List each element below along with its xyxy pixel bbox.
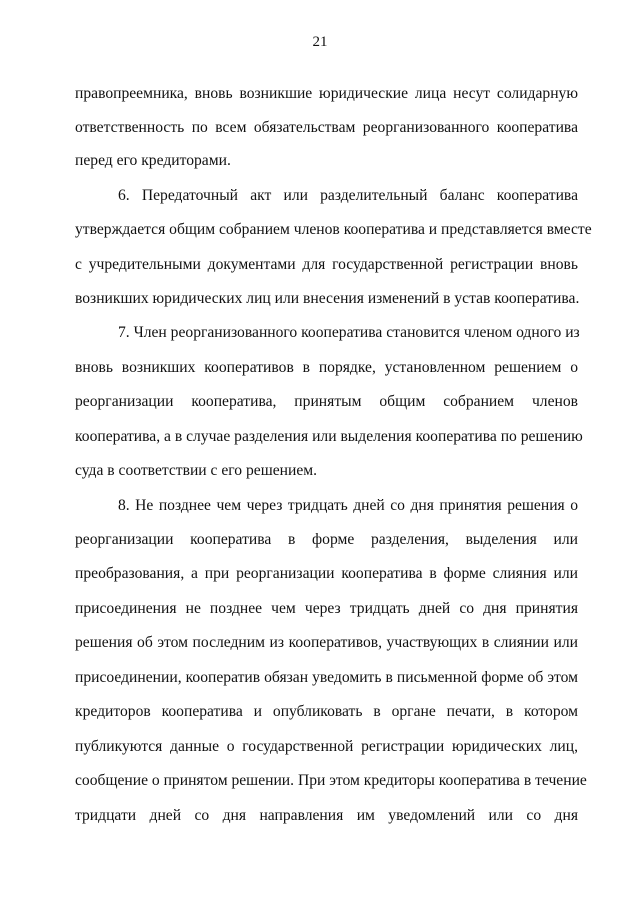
text-line: публикуются данные о государственной регистрации юридических лиц, xyxy=(75,738,578,755)
text-line: кредиторов кооператива и опубликовать в органе печати, в котором xyxy=(75,703,578,720)
page-number: 21 xyxy=(312,34,328,50)
text-line: ответственность по всем обязательствам реорганизованного кооператива xyxy=(75,119,578,136)
text-line: с учредительными документами для государственной регистрации вновь xyxy=(75,256,578,273)
paragraph-7-first-line: 7. Член реорганизованного кооператива становится членом одного из xyxy=(118,324,580,341)
text-line: сообщение о принятом решении. При этом кредиторы кооператива в течение xyxy=(75,772,587,789)
text-line: правопреемника, вновь возникшие юридические лица несут солидарную xyxy=(75,85,578,102)
text-line: присоединения не позднее чем через тридцать дней со дня принятия xyxy=(75,600,578,617)
text-line: вновь возникших кооперативов в порядке, установленном решением о xyxy=(75,359,578,376)
text-line: перед его кредиторами. xyxy=(75,152,231,169)
text-line: присоединении, кооператив обязан уведомить в письменной форме об этом xyxy=(75,669,578,686)
text-line: утверждается общим собранием членов кооператива и представляется вместе xyxy=(75,221,592,238)
text-line: решения об этом последним из кооперативов, участвующих в слиянии или xyxy=(75,634,578,651)
paragraph-6-first-line: 6. Передаточный акт или разделительный баланс кооператива xyxy=(118,187,578,204)
paragraph-8-first-line: 8. Не позднее чем через тридцать дней со дня принятия решения о xyxy=(118,497,578,514)
text-line: реорганизации кооператива, принятым общим собранием членов xyxy=(75,393,578,410)
text-line: тридцати дней со дня направления им уведомлений или со дня xyxy=(75,807,578,824)
text-line: преобразования, а при реорганизации кооператива в форме слияния или xyxy=(75,565,578,582)
text-line: возникших юридических лиц или внесения изменений в устав кооператива. xyxy=(75,290,580,307)
text-line: суда в соответствии с его решением. xyxy=(75,462,318,479)
text-line: реорганизации кооператива в форме разделения, выделения или xyxy=(75,531,578,548)
text-line: кооператива, а в случае разделения или выделения кооператива по решению xyxy=(75,428,583,445)
